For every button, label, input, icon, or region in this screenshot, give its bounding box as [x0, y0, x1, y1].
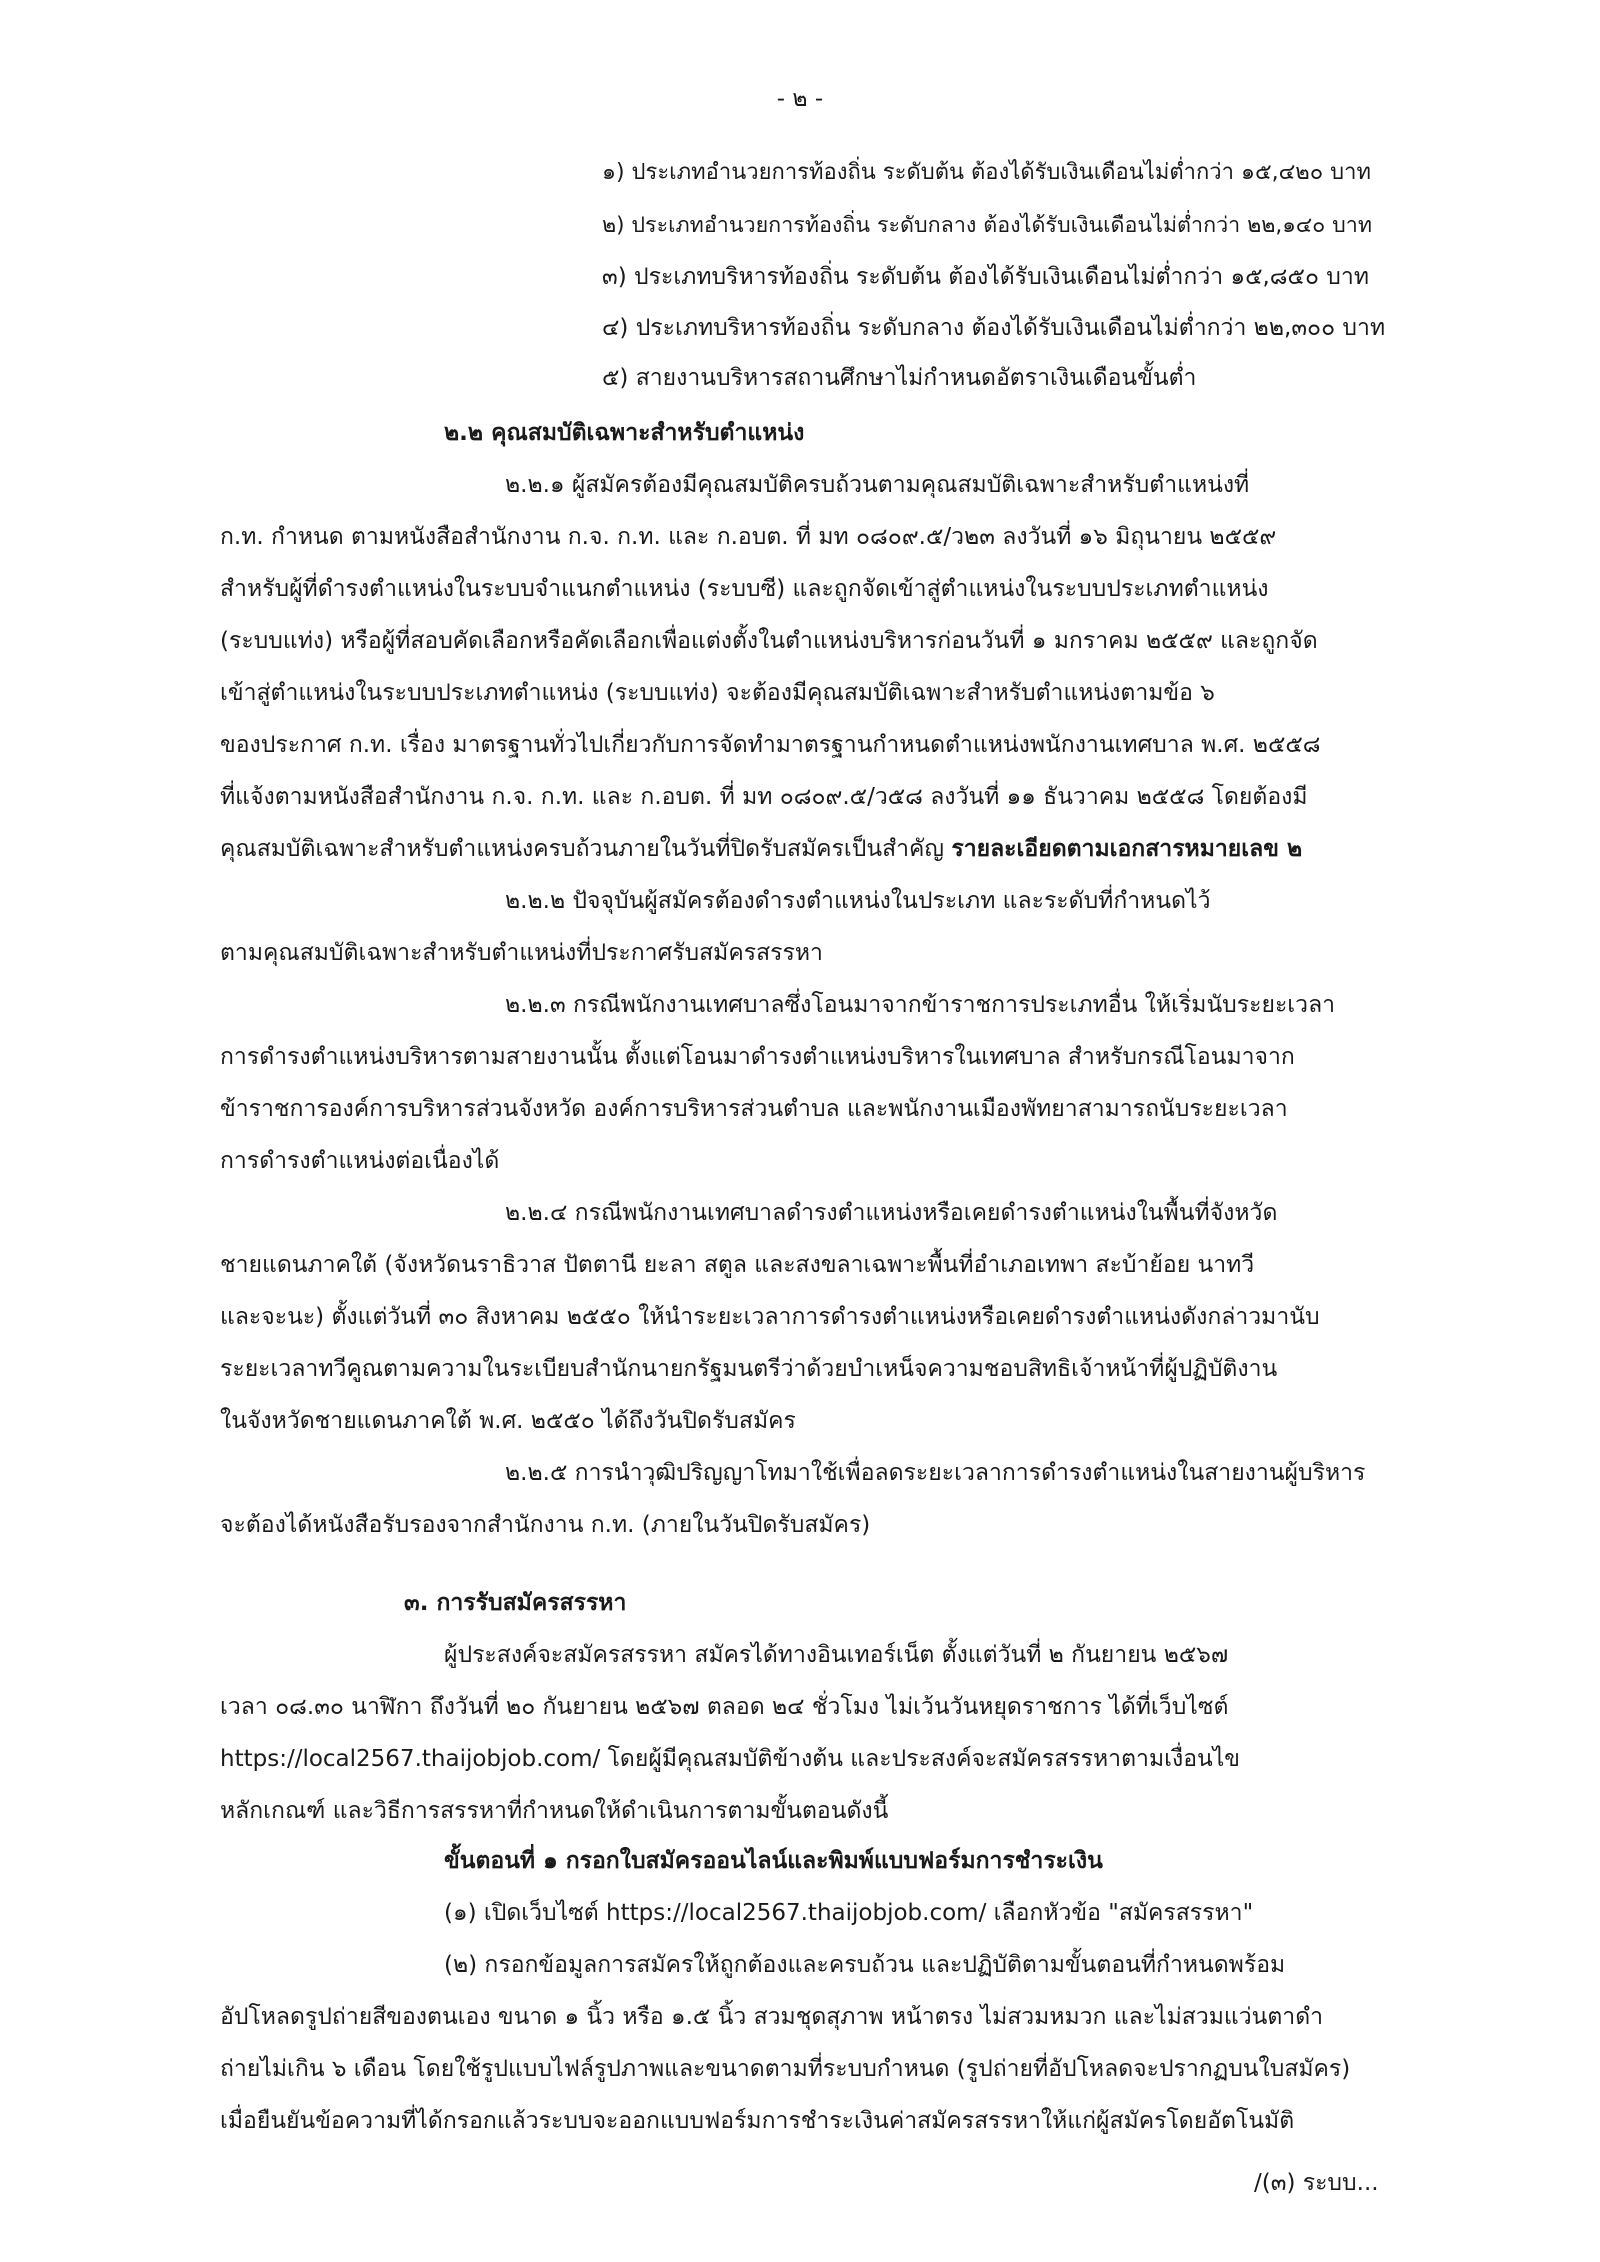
- paragraph-2-2-1-line: ๒.๒.๑ ผู้สมัครต้องมีคุณสมบัติครบถ้วนตามคุณสมบัติเฉพาะสำหรับตำแหน่งที่: [505, 472, 1250, 498]
- page-number: - ๒ -: [776, 86, 824, 112]
- salary-item-5: ๕) สายงานบริหารสถานศึกษาไม่กำหนดอัตราเงินเดือนขั้นต่ำ: [602, 365, 1197, 391]
- salary-item-1: ๑) ประเภทอำนวยการท้องถิ่น ระดับต้น ต้องได้รับเงินเดือนไม่ต่ำกว่า ๑๕,๔๒๐ บาท: [602, 160, 1371, 185]
- paragraph-2-2-3-line: ๒.๒.๓ กรณีพนักงานเทศบาลซึ่งโอนมาจากข้าราชการประเภทอื่น ให้เริ่มนับระยะเวลา: [505, 992, 1336, 1018]
- paragraph-3-line: https://local2567.thaijobjob.com/ โดยผู้มีคุณสมบัติข้างต้น และประสงค์จะสมัครสรรหาตามเงื่อนไข: [220, 1746, 1241, 1772]
- paragraph-2-2-4-line: ชายแดนภาคใต้ (จังหวัดนราธิวาส ปัตตานี ยะลา สตูล และสงขลาเฉพาะพื้นที่อำเภอเทพา สะบ้าย้อย นาทวี: [220, 1252, 1255, 1278]
- paragraph-2-2-2-line: ๒.๒.๒ ปัจจุบันผู้สมัครต้องดำรงตำแหน่งในประเภท และระดับที่กำหนดไว้: [505, 888, 1211, 914]
- paragraph-2-2-5-line: ๒.๒.๕ การนำวุฒิปริญญาโทมาใช้เพื่อลดระยะเวลาการดำรงตำแหน่งในสายงานผู้บริหาร: [505, 1460, 1366, 1486]
- section-3-heading: ๓. การรับสมัครสรรหา: [404, 1590, 627, 1616]
- salary-item-3: ๓) ประเภทบริหารท้องถิ่น ระดับต้น ต้องได้รับเงินเดือนไม่ต่ำกว่า ๑๕,๘๕๐ บาท: [602, 264, 1369, 290]
- paragraph-3-line: ผู้ประสงค์จะสมัครสรรหา สมัครได้ทางอินเทอร์เน็ต ตั้งแต่วันที่ ๒ กันยายน ๒๕๖๗: [444, 1642, 1229, 1668]
- paragraph-2-2-1-line: เข้าสู่ตำแหน่งในระบบประเภทตำแหน่ง (ระบบแท่ง) จะต้องมีคุณสมบัติเฉพาะสำหรับตำแหน่งตามข้อ ๖: [220, 680, 1215, 706]
- step-1-heading: ขั้นตอนที่ ๑ กรอกใบสมัครออนไลน์และพิมพ์แบบฟอร์มการชำระเงิน: [444, 1848, 1103, 1874]
- salary-item-4: ๔) ประเภทบริหารท้องถิ่น ระดับกลาง ต้องได้รับเงินเดือนไม่ต่ำกว่า ๒๒,๓๐๐ บาท: [602, 315, 1386, 341]
- paragraph-2-2-2-line: ตามคุณสมบัติเฉพาะสำหรับตำแหน่งที่ประกาศรับสมัครสรรหา: [220, 940, 823, 966]
- continuation-note: /(๓) ระบบ...: [1254, 2170, 1379, 2196]
- paragraph-2-2-1-line: ของประกาศ ก.ท. เรื่อง มาตรฐานทั่วไปเกี่ยวกับการจัดทำมาตรฐานกำหนดตำแหน่งพนักงานเทศบาล พ.ศ. ๒๕๕๘: [220, 732, 1321, 758]
- step-1-item-line: (๒) กรอกข้อมูลการสมัครให้ถูกต้องและครบถ้วน และปฏิบัติตามขั้นตอนที่กำหนดพร้อม: [444, 1952, 1286, 1978]
- step-1-item-line: เมื่อยืนยันข้อความที่ได้กรอกแล้วระบบจะออกแบบฟอร์มการชำระเงินค่าสมัครสรรหาให้แก่ผู้สมัครโดยอัตโนมัติ: [220, 2108, 1295, 2134]
- paragraph-2-2-1-line: ก.ท. กำหนด ตามหนังสือสำนักงาน ก.จ. ก.ท. และ ก.อบต. ที่ มท ๐๘๐๙.๕/ว๒๓ ลงวันที่ ๑๖ มิถุนายน ๒๕๕๙: [220, 524, 1277, 550]
- section-2-2-heading: ๒.๒ คุณสมบัติเฉพาะสำหรับตำแหน่ง: [444, 420, 805, 446]
- paragraph-2-2-1-line: (ระบบแท่ง) หรือผู้ที่สอบคัดเลือกหรือคัดเลือกเพื่อแต่งตั้งในตำแหน่งบริหารก่อนวันที่ ๑ มกราคม ๒๕๕๙ และถูกจัด: [220, 628, 1318, 654]
- paragraph-text: คุณสมบัติเฉพาะสำหรับตำแหน่งครบถ้วนภายในวันที่ปิดรับสมัครเป็นสำคัญ: [220, 836, 952, 862]
- paragraph-2-2-5-line: จะต้องได้หนังสือรับรองจากสำนักงาน ก.ท. (ภายในวันปิดรับสมัคร): [220, 1512, 871, 1538]
- step-1-item-line: (๑) เปิดเว็บไซต์ https://local2567.thaijobjob.com/ เลือกหัวข้อ "สมัครสรรหา": [444, 1900, 1254, 1926]
- paragraph-3-line: เวลา ๐๘.๓๐ นาฬิกา ถึงวันที่ ๒๐ กันยายน ๒๕๖๗ ตลอด ๒๔ ชั่วโมง ไม่เว้นวันหยุดราชการ ได้ที่เว็บไซต์: [220, 1694, 1229, 1720]
- paragraph-2-2-3-line: ข้าราชการองค์การบริหารส่วนจังหวัด องค์การบริหารส่วนตำบล และพนักงานเมืองพัทยาสามารถนับระยะเวลา: [220, 1096, 1288, 1122]
- paragraph-2-2-3-line: การดำรงตำแหน่งบริหารตามสายงานนั้น ตั้งแต่โอนมาดำรงตำแหน่งบริหารในเทศบาล สำหรับกรณีโอนมาจาก: [220, 1044, 1295, 1070]
- paragraph-2-2-1-last-line: [220, 834, 1302, 864]
- salary-item-2: ๒) ประเภทอำนวยการท้องถิ่น ระดับกลาง ต้องได้รับเงินเดือนไม่ต่ำกว่า ๒๒,๑๔๐ บาท: [602, 213, 1373, 238]
- step-1-item-line: ถ่ายไม่เกิน ๖ เดือน โดยใช้รูปแบบไฟล์รูปภาพและขนาดตามที่ระบบกำหนด (รูปถ่ายที่อัปโหลดจะปรากฏบนใบสมัคร): [220, 2056, 1351, 2082]
- document-reference: รายละเอียดตามเอกสารหมายเลข ๒: [951, 836, 1303, 862]
- paragraph-2-2-3-line: การดำรงตำแหน่งต่อเนื่องได้: [220, 1148, 500, 1174]
- paragraph-2-2-1-line: สำหรับผู้ที่ดำรงตำแหน่งในระบบจำแนกตำแหน่ง (ระบบซี) และถูกจัดเข้าสู่ตำแหน่งในระบบประเภทตำแหน่ง: [220, 576, 1269, 602]
- paragraph-3-line: หลักเกณฑ์ และวิธีการสรรหาที่กำหนดให้ดำเนินการตามขั้นตอนดังนี้: [220, 1798, 889, 1824]
- paragraph-2-2-4-line: ระยะเวลาทวีคูณตามความในระเบียบสำนักนายกรัฐมนตรีว่าด้วยบำเหน็จความชอบสิทธิเจ้าหน้าที่ผู้ปฏิบัติงาน: [220, 1356, 1278, 1382]
- paragraph-2-2-4-line: ในจังหวัดชายแดนภาคใต้ พ.ศ. ๒๕๕๐ ได้ถึงวันปิดรับสมัคร: [220, 1408, 796, 1434]
- paragraph-2-2-4-line: และจะนะ) ตั้งแต่วันที่ ๓๐ สิงหาคม ๒๕๕๐ ให้นำระยะเวลาการดำรงตำแหน่งหรือเคยดำรงตำแหน่งดังกล่าวมานับ: [220, 1304, 1320, 1330]
- paragraph-2-2-1-line: ที่แจ้งตามหนังสือสำนักงาน ก.จ. ก.ท. และ ก.อบต. ที่ มท ๐๘๐๙.๕/ว๕๘ ลงวันที่ ๑๑ ธันวาคม ๒๕๕๘ โดยต้องมี: [220, 784, 1308, 810]
- paragraph-2-2-4-line: ๒.๒.๔ กรณีพนักงานเทศบาลดำรงตำแหน่งหรือเคยดำรงตำแหน่งในพื้นที่จังหวัด: [505, 1200, 1278, 1226]
- step-1-item-line: อัปโหลดรูปถ่ายสีของตนเอง ขนาด ๑ นิ้ว หรือ ๑.๕ นิ้ว สวมชุดสุภาพ หน้าตรง ไม่สวมหมวก และไม่สวมแว่นตาดำ: [220, 2004, 1324, 2030]
